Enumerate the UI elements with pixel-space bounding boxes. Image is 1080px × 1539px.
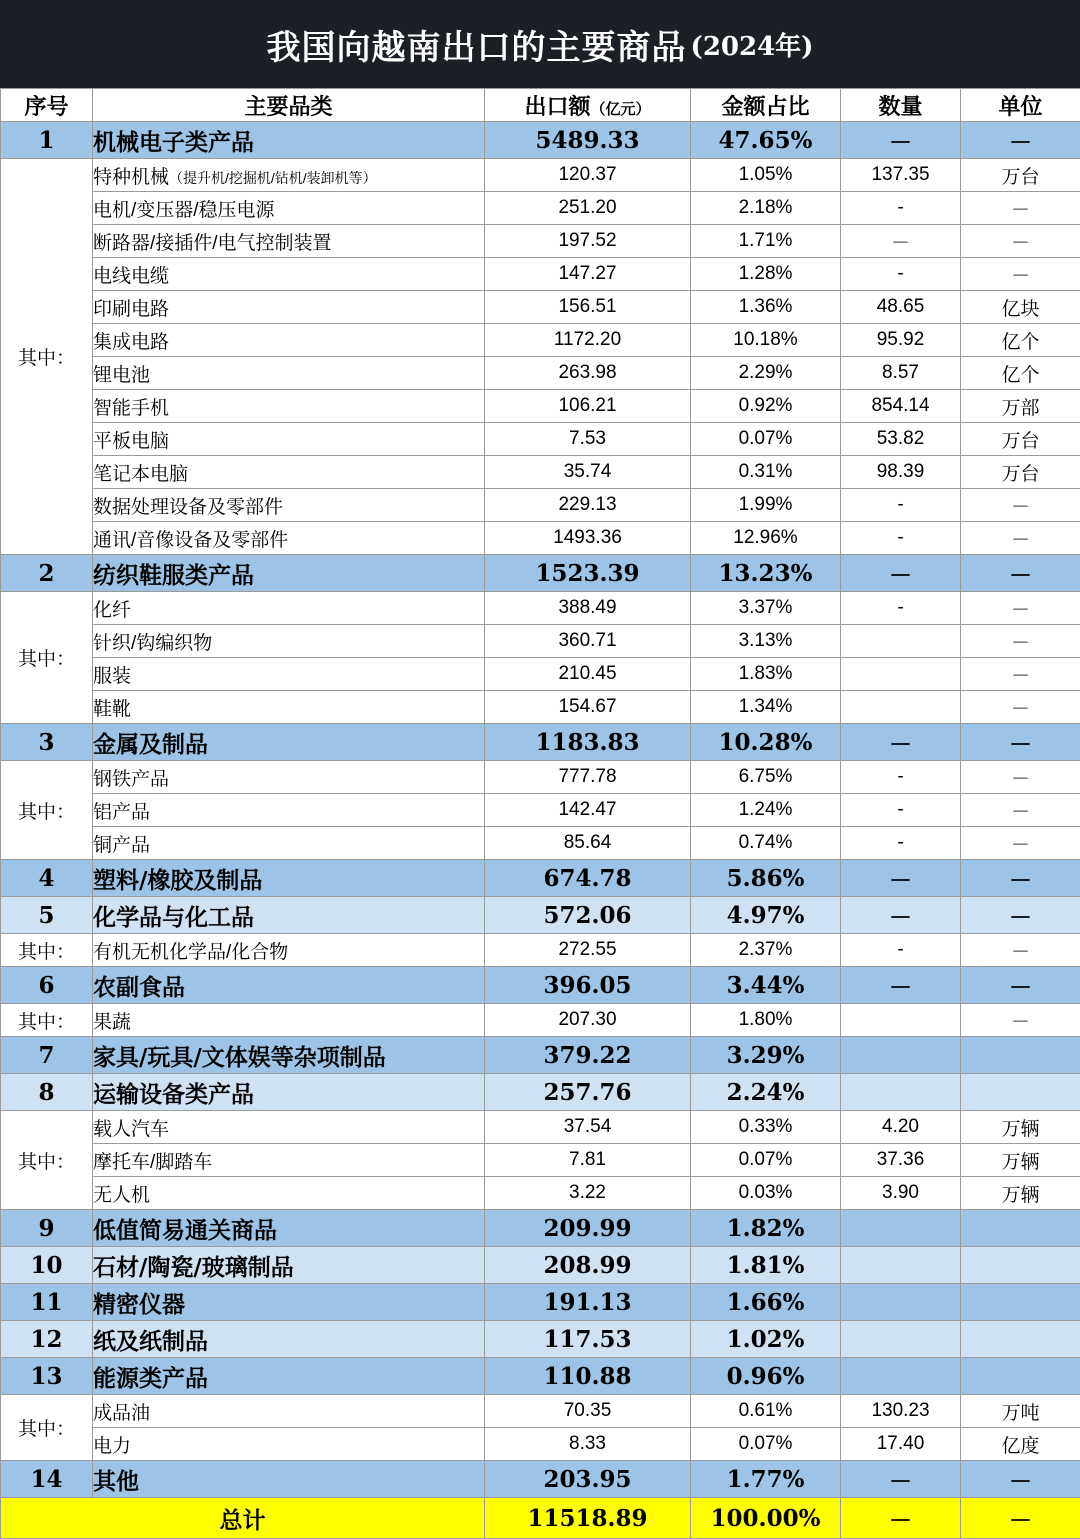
cell-quantity: -: [841, 522, 961, 555]
cell-unit: [961, 1037, 1080, 1074]
cell-unit: 亿个: [961, 357, 1080, 390]
cell-share: 4.97%: [691, 897, 841, 934]
cell-amount: 35.74: [485, 456, 691, 489]
cell-quantity: 137.35: [841, 159, 961, 192]
page-title: 我国向越南出口的主要商品: [267, 20, 687, 69]
table-row-sub: [1, 192, 1080, 225]
cell-share: 1.77%: [691, 1461, 841, 1498]
cell-index: 14: [1, 1461, 93, 1498]
table-row-sub: [1, 324, 1080, 357]
cell-category: 塑料/橡胶及制品: [93, 860, 485, 897]
cell-unit: －: [961, 967, 1080, 1004]
cell-unit: －: [961, 691, 1080, 724]
cell-amount: 777.78: [485, 761, 691, 794]
cell-share: 1.24%: [691, 794, 841, 827]
cell-unit: －: [961, 555, 1080, 592]
cell-share: 1.82%: [691, 1210, 841, 1247]
cell-category: 家具/玩具/文体娱等杂项制品: [93, 1037, 485, 1074]
cell-quantity: 48.65: [841, 291, 961, 324]
table-row-sub: [1, 1395, 1080, 1428]
cell-unit: [961, 1358, 1080, 1395]
cell-category: 断路器/接插件/电气控制装置: [93, 225, 485, 258]
total-quantity: －: [841, 1498, 961, 1539]
cell-quantity: －: [841, 860, 961, 897]
cell-share: 0.61%: [691, 1395, 841, 1428]
cell-quantity: -: [841, 761, 961, 794]
cell-category: 无人机: [93, 1177, 485, 1210]
cell-share: 0.92%: [691, 390, 841, 423]
cell-quantity: 4.20: [841, 1111, 961, 1144]
cell-amount: 210.45: [485, 658, 691, 691]
cell-amount: 156.51: [485, 291, 691, 324]
cell-share: 0.07%: [691, 1428, 841, 1461]
cell-unit: －: [961, 658, 1080, 691]
cell-category: 智能手机: [93, 390, 485, 423]
cell-quantity: [841, 1247, 961, 1284]
cell-unit: 万辆: [961, 1144, 1080, 1177]
cell-category: 集成电路: [93, 324, 485, 357]
total-amount: 11518.89: [485, 1498, 691, 1539]
total-label: 总计: [1, 1498, 485, 1539]
cell-quantity: -: [841, 192, 961, 225]
column-header-amount-unit: （亿元）: [591, 100, 651, 118]
table-row-sub: [1, 522, 1080, 555]
cell-quantity: [841, 1074, 961, 1111]
export-goods-table: [0, 88, 1080, 1539]
cell-share: 1.36%: [691, 291, 841, 324]
cell-share: 13.23%: [691, 555, 841, 592]
table-row-major: [1, 967, 1080, 1004]
group-label-qizhong: 其中：: [1, 1395, 93, 1461]
cell-category: 成品油: [93, 1395, 485, 1428]
cell-category: 铝产品: [93, 794, 485, 827]
cell-category: 平板电脑: [93, 423, 485, 456]
cell-amount: 7.81: [485, 1144, 691, 1177]
cell-quantity: -: [841, 258, 961, 291]
cell-index: 1: [1, 122, 93, 159]
cell-quantity: [841, 1358, 961, 1395]
cell-share: 47.65%: [691, 122, 841, 159]
table-row-major: [1, 555, 1080, 592]
cell-quantity: -: [841, 827, 961, 860]
cell-category: 纸及纸制品: [93, 1321, 485, 1358]
cell-amount: 388.49: [485, 592, 691, 625]
cell-unit: －: [961, 761, 1080, 794]
cell-amount: 272.55: [485, 934, 691, 967]
column-header-share: 金额占比: [691, 89, 841, 122]
table-row-sub: [1, 794, 1080, 827]
column-header-amount: [485, 89, 691, 122]
cell-amount: 209.99: [485, 1210, 691, 1247]
cell-index: 11: [1, 1284, 93, 1321]
cell-unit: －: [961, 724, 1080, 761]
cell-amount: 117.53: [485, 1321, 691, 1358]
cell-category: 载人汽车: [93, 1111, 485, 1144]
cell-unit: －: [961, 1004, 1080, 1037]
cell-share: 0.03%: [691, 1177, 841, 1210]
cell-unit: －: [961, 258, 1080, 291]
cell-category: 电机/变压器/稳压电源: [93, 192, 485, 225]
column-header-index: 序号: [1, 89, 93, 122]
cell-amount: 197.52: [485, 225, 691, 258]
cell-category: 鞋靴: [93, 691, 485, 724]
cell-amount: 572.06: [485, 897, 691, 934]
cell-quantity: [841, 691, 961, 724]
group-label-qizhong: 其中：: [1, 934, 93, 967]
cell-category: 电力: [93, 1428, 485, 1461]
page-title-year: (2024年): [691, 26, 814, 63]
cell-category: 摩托车/脚踏车: [93, 1144, 485, 1177]
cell-category: 化纤: [93, 592, 485, 625]
group-label-qizhong: 其中：: [1, 1111, 93, 1210]
table-row-sub: [1, 1428, 1080, 1461]
cell-category: 运输设备类产品: [93, 1074, 485, 1111]
table-row-sub: [1, 625, 1080, 658]
cell-category: 石材/陶瓷/玻璃制品: [93, 1247, 485, 1284]
cell-unit: 亿块: [961, 291, 1080, 324]
cell-share: 2.29%: [691, 357, 841, 390]
cell-share: 2.37%: [691, 934, 841, 967]
cell-unit: －: [961, 827, 1080, 860]
cell-quantity: [841, 1037, 961, 1074]
cell-quantity: 3.90: [841, 1177, 961, 1210]
cell-unit: －: [961, 225, 1080, 258]
table-row-major: [1, 860, 1080, 897]
cell-category: 化学品与化工品: [93, 897, 485, 934]
cell-quantity: [841, 1284, 961, 1321]
cell-quantity: 130.23: [841, 1395, 961, 1428]
column-header-unit: 单位: [961, 89, 1080, 122]
cell-amount: 1183.83: [485, 724, 691, 761]
cell-unit: －: [961, 592, 1080, 625]
column-header-quantity: 数量: [841, 89, 961, 122]
cell-category: 服装: [93, 658, 485, 691]
cell-amount: 207.30: [485, 1004, 691, 1037]
cell-amount: 263.98: [485, 357, 691, 390]
cell-index: 3: [1, 724, 93, 761]
cell-quantity: －: [841, 225, 961, 258]
table-row-sub: [1, 1144, 1080, 1177]
cell-unit: 万辆: [961, 1177, 1080, 1210]
cell-amount: 7.53: [485, 423, 691, 456]
cell-quantity: -: [841, 934, 961, 967]
cell-category-note: （提升机/挖掘机/钻机/装卸机等）: [169, 170, 377, 186]
cell-amount: 147.27: [485, 258, 691, 291]
cell-amount: 110.88: [485, 1358, 691, 1395]
table-row-sub: [1, 291, 1080, 324]
cell-amount: 229.13: [485, 489, 691, 522]
table-row-major: [1, 1247, 1080, 1284]
cell-unit: －: [961, 1461, 1080, 1498]
cell-category: 笔记本电脑: [93, 456, 485, 489]
cell-amount: 142.47: [485, 794, 691, 827]
cell-category: 纺织鞋服类产品: [93, 555, 485, 592]
table-row-sub: [1, 827, 1080, 860]
cell-share: 6.75%: [691, 761, 841, 794]
table-row-sub: [1, 1177, 1080, 1210]
cell-share: 0.07%: [691, 1144, 841, 1177]
cell-unit: －: [961, 122, 1080, 159]
group-label-qizhong: 其中：: [1, 159, 93, 555]
table-row-total: [1, 1498, 1080, 1539]
cell-amount: 5489.33: [485, 122, 691, 159]
cell-quantity: [841, 658, 961, 691]
cell-unit: －: [961, 522, 1080, 555]
cell-amount: 396.05: [485, 967, 691, 1004]
cell-unit: －: [961, 860, 1080, 897]
cell-share: 1.05%: [691, 159, 841, 192]
cell-category: 针织/钩编织物: [93, 625, 485, 658]
cell-quantity: 8.57: [841, 357, 961, 390]
cell-amount: 85.64: [485, 827, 691, 860]
cell-category: 低值简易通关商品: [93, 1210, 485, 1247]
table-row-sub: [1, 1111, 1080, 1144]
cell-quantity: 98.39: [841, 456, 961, 489]
table-header-row: [1, 89, 1080, 122]
cell-unit: －: [961, 192, 1080, 225]
cell-amount: 154.67: [485, 691, 691, 724]
group-label-qizhong: 其中：: [1, 592, 93, 724]
cell-amount: 257.76: [485, 1074, 691, 1111]
cell-index: 4: [1, 860, 93, 897]
cell-index: 5: [1, 897, 93, 934]
cell-quantity: 37.36: [841, 1144, 961, 1177]
cell-quantity: 95.92: [841, 324, 961, 357]
table-row-sub: [1, 456, 1080, 489]
cell-unit: －: [961, 625, 1080, 658]
cell-quantity: 854.14: [841, 390, 961, 423]
cell-index: 6: [1, 967, 93, 1004]
cell-quantity: －: [841, 555, 961, 592]
cell-quantity: －: [841, 967, 961, 1004]
cell-share: 0.33%: [691, 1111, 841, 1144]
cell-share: 12.96%: [691, 522, 841, 555]
cell-category: 数据处理设备及零部件: [93, 489, 485, 522]
cell-category: 能源类产品: [93, 1358, 485, 1395]
table-row-sub: [1, 1004, 1080, 1037]
cell-unit: 万吨: [961, 1395, 1080, 1428]
group-label-qizhong: 其中：: [1, 761, 93, 860]
cell-amount: 251.20: [485, 192, 691, 225]
cell-category: 锂电池: [93, 357, 485, 390]
cell-share: 0.74%: [691, 827, 841, 860]
cell-amount: 70.35: [485, 1395, 691, 1428]
cell-share: 3.44%: [691, 967, 841, 1004]
table-row-major: [1, 897, 1080, 934]
cell-index: 10: [1, 1247, 93, 1284]
cell-share: 3.29%: [691, 1037, 841, 1074]
table-row-major: [1, 724, 1080, 761]
cell-index: 7: [1, 1037, 93, 1074]
cell-quantity: －: [841, 724, 961, 761]
cell-unit: 万台: [961, 159, 1080, 192]
table-row-major: [1, 1461, 1080, 1498]
cell-quantity: [841, 1004, 961, 1037]
cell-amount: 1172.20: [485, 324, 691, 357]
cell-unit: 万辆: [961, 1111, 1080, 1144]
cell-unit: －: [961, 489, 1080, 522]
cell-category: 印刷电路: [93, 291, 485, 324]
table-row-major: [1, 1037, 1080, 1074]
cell-amount: 37.54: [485, 1111, 691, 1144]
cell-share: 1.80%: [691, 1004, 841, 1037]
cell-unit: [961, 1210, 1080, 1247]
cell-category: 其他: [93, 1461, 485, 1498]
cell-category: 精密仪器: [93, 1284, 485, 1321]
cell-category: 钢铁产品: [93, 761, 485, 794]
cell-quantity: -: [841, 794, 961, 827]
table-row-major: [1, 1321, 1080, 1358]
cell-index: 2: [1, 555, 93, 592]
group-label-qizhong: 其中：: [1, 1004, 93, 1037]
cell-category: 通讯/音像设备及零部件: [93, 522, 485, 555]
cell-unit: 万台: [961, 456, 1080, 489]
cell-unit: －: [961, 897, 1080, 934]
cell-share: 1.99%: [691, 489, 841, 522]
cell-amount: 379.22: [485, 1037, 691, 1074]
cell-quantity: －: [841, 122, 961, 159]
cell-unit: 万台: [961, 423, 1080, 456]
total-share: 100.00%: [691, 1498, 841, 1539]
table-row-sub: [1, 159, 1080, 192]
cell-unit: [961, 1321, 1080, 1358]
cell-share: 3.37%: [691, 592, 841, 625]
cell-quantity: －: [841, 897, 961, 934]
cell-unit: 万部: [961, 390, 1080, 423]
table-row-major: [1, 122, 1080, 159]
cell-index: 9: [1, 1210, 93, 1247]
cell-unit: 亿度: [961, 1428, 1080, 1461]
table-row-major: [1, 1210, 1080, 1247]
column-header-amount-label: 出口额: [524, 94, 590, 120]
table-header: [1, 89, 1080, 122]
cell-unit: [961, 1284, 1080, 1321]
cell-category: 特种机械（提升机/挖掘机/钻机/装卸机等）: [93, 159, 485, 192]
total-unit: －: [961, 1498, 1080, 1539]
cell-amount: 674.78: [485, 860, 691, 897]
cell-amount: 120.37: [485, 159, 691, 192]
cell-share: 1.83%: [691, 658, 841, 691]
cell-share: 0.96%: [691, 1358, 841, 1395]
cell-share: 0.07%: [691, 423, 841, 456]
table-row-sub: [1, 658, 1080, 691]
cell-index: 8: [1, 1074, 93, 1111]
cell-amount: 360.71: [485, 625, 691, 658]
cell-share: 10.18%: [691, 324, 841, 357]
table-row-sub: [1, 592, 1080, 625]
cell-share: 5.86%: [691, 860, 841, 897]
cell-unit: －: [961, 934, 1080, 967]
cell-quantity: [841, 1321, 961, 1358]
cell-quantity: [841, 625, 961, 658]
cell-quantity: -: [841, 592, 961, 625]
cell-share: 2.18%: [691, 192, 841, 225]
table-row-sub: [1, 423, 1080, 456]
cell-quantity: －: [841, 1461, 961, 1498]
cell-share: 10.28%: [691, 724, 841, 761]
cell-unit: 亿个: [961, 324, 1080, 357]
cell-share: 1.34%: [691, 691, 841, 724]
table-row-major: [1, 1074, 1080, 1111]
cell-share: 3.13%: [691, 625, 841, 658]
cell-category: 农副食品: [93, 967, 485, 1004]
table-row-major: [1, 1358, 1080, 1395]
table-row-sub: [1, 691, 1080, 724]
cell-amount: 191.13: [485, 1284, 691, 1321]
table-row-sub: [1, 258, 1080, 291]
cell-category: 铜产品: [93, 827, 485, 860]
cell-category: 电线电缆: [93, 258, 485, 291]
table-row-sub: [1, 934, 1080, 967]
cell-amount: 3.22: [485, 1177, 691, 1210]
cell-share: 1.28%: [691, 258, 841, 291]
cell-unit: [961, 1247, 1080, 1284]
cell-amount: 203.95: [485, 1461, 691, 1498]
table-body: [1, 122, 1080, 1539]
cell-amount: 208.99: [485, 1247, 691, 1284]
cell-amount: 1493.36: [485, 522, 691, 555]
table-row-sub: [1, 489, 1080, 522]
table-row-sub: [1, 357, 1080, 390]
cell-quantity: [841, 1210, 961, 1247]
cell-quantity: -: [841, 489, 961, 522]
cell-unit: －: [961, 794, 1080, 827]
cell-amount: 1523.39: [485, 555, 691, 592]
cell-share: 1.81%: [691, 1247, 841, 1284]
cell-share: 1.66%: [691, 1284, 841, 1321]
cell-amount: 106.21: [485, 390, 691, 423]
cell-unit: [961, 1074, 1080, 1111]
cell-category: 机械电子类产品: [93, 122, 485, 159]
table-row-sub: [1, 390, 1080, 423]
cell-index: 12: [1, 1321, 93, 1358]
cell-share: 1.02%: [691, 1321, 841, 1358]
column-header-category: 主要品类: [93, 89, 485, 122]
cell-quantity: 53.82: [841, 423, 961, 456]
cell-category: 果蔬: [93, 1004, 485, 1037]
cell-category: 金属及制品: [93, 724, 485, 761]
cell-amount: 8.33: [485, 1428, 691, 1461]
cell-share: 1.71%: [691, 225, 841, 258]
cell-index: 13: [1, 1358, 93, 1395]
page-title-bar: [0, 0, 1080, 88]
table-row-sub: [1, 225, 1080, 258]
table-row-sub: [1, 761, 1080, 794]
cell-category: 有机无机化学品/化合物: [93, 934, 485, 967]
cell-quantity: 17.40: [841, 1428, 961, 1461]
table-row-major: [1, 1284, 1080, 1321]
cell-share: 0.31%: [691, 456, 841, 489]
cell-share: 2.24%: [691, 1074, 841, 1111]
